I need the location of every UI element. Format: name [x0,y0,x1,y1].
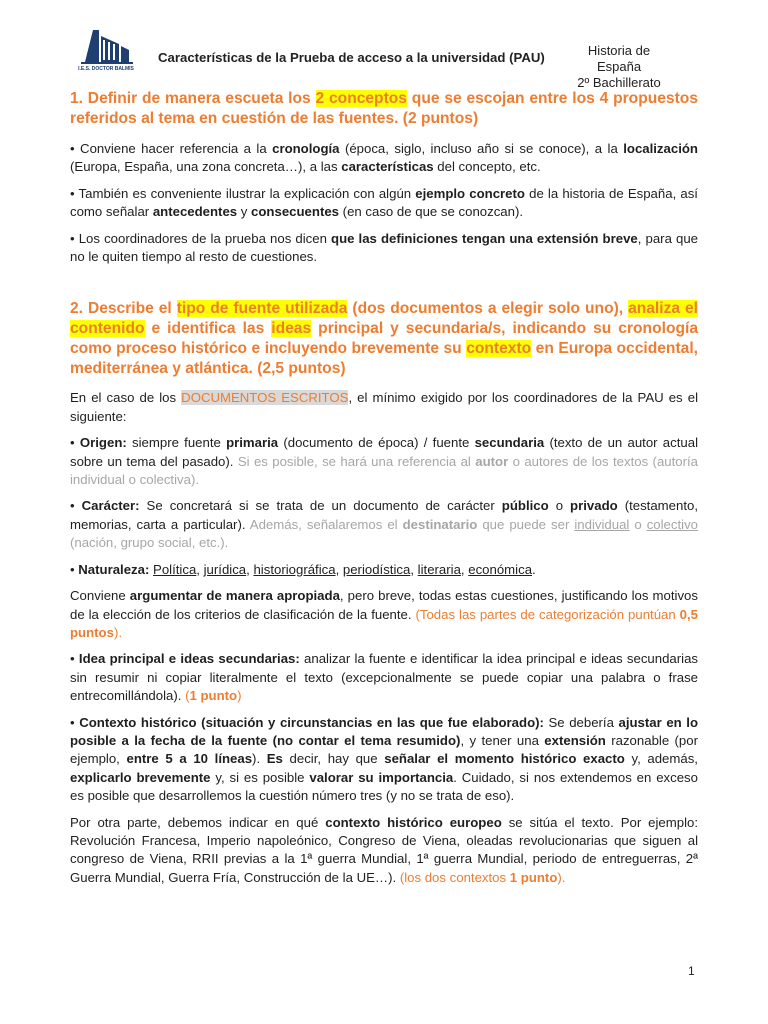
section-1-paragraph: • También es conveniente ilustrar la explicación con algún ejemplo concreto de la historia de España, así como señalar antecedentes y consecuentes (en caso de que se conozcan). [70,185,698,220]
school-logo [75,22,137,78]
section-1-heading: 1. Definir de manera escueta los 2 conceptos que se escojan entre los 4 propuestos referidos al tema en cuestión de las fuentes. (2 puntos) [70,90,698,127]
ideas-paragraph: • Idea principal e ideas secundarias: analizar la fuente e identificar la idea principal e ideas secundarias sin resumir ni copiar literalmente el texto (excepcionalmente se puede copiar una palabra o frase entrecomillándola). (1 punto) [70,651,699,704]
origin-paragraph: • Origen: siempre fuente primaria (documento de época) / fuente secundaria (texto de un autor actual sobre un tema del pasado). Si es posible, se hará una referencia al autor o autores de los textos (autoría individual o colectiva). [70,435,699,488]
document-body [70,89,698,895]
argument-paragraph: Conviene argumentar de manera apropiada, pero breve, todas estas cuestiones, justificando los motivos de la elección de los criterios de clasificación de la fuente. (Todas las partes de categorización puntúan 0,5 puntos). [70,588,698,640]
document-title: Características de la Prueba de acceso a la universidad (PAU) [158,50,545,65]
character-paragraph: • Carácter: Se concretará si se trata de un documento de carácter público o privado (testamento, memorias, carta a particular). Además, señalaremos el destinatario que puede ser individual o colectivo (nación, grupo social, etc.). [70,498,698,551]
subject-label [565,43,673,91]
subject-name: Historia de España [587,43,651,74]
section-2-paragraph: En el caso de los DOCUMENTOS ESCRITOS, el mínimo exigido por los coordinadores de la PAU es el siguiente: [70,390,698,424]
course-name: 2º Bachillerato [577,75,661,90]
section-1-paragraph: • Los coordinadores de la prueba nos dicen que las definiciones tengan una extensión breve, para que no le quiten tiempo al resto de cuestiones. [70,230,699,265]
logo-text: I.E.S. DOCTOR BALMIS [78,66,134,72]
context-paragraph: • Contexto histórico (situación y circunstancias en las que fue elaborado): Se debería ajustar en lo posible a la fecha de la fuente (no contar el tema resumido), y tener una extensión razonable (por ejemplo, entre 5 a 10 líneas). Es decir, hay que señalar el momento histórico exacto y, además, explicarlo brevemente y, si es posible valorar su importancia. Cuidado, si nos extendemos en exceso es posible que desarrollemos la cuestión número tres (y no se trata de eso). [70,714,699,804]
european-context-paragraph: Por otra parte, debemos indicar en qué contexto histórico europeo se sitúa el texto. Por ejemplo: Revolución Francesa, Imperio napoleónico, Congreso de Viena, oleadas revolucionarias que siguen al congreso de Viena, RRII previas a la 1ª guerra Mundial, 1ª guerra Mundial, periodo de entreguerras, 2ª Guerra Mundial, Guerra Fría, Construcción de la UE…). (los dos contextos 1 punto). [70,814,699,885]
nature-paragraph: • Naturaleza: Política, jurídica, historiográfica, periodística, literaria, económica. [70,561,536,577]
section-1-paragraph: • Conviene hacer referencia a la cronología (época, siglo, incluso año si se conoce), a la localización (Europa, España, una zona concreta…), a las características del concepto, etc. [70,141,698,175]
page-number: 1 [688,964,695,978]
section-2-heading: 2. Describe el tipo de fuente utilizada (dos documentos a elegir solo uno), analiza el contenido e identifica las ideas principal y secundaria/s, indicando su cronología como proceso histórico e incluyendo brevemente su contexto en Europa occidental, mediterránea y atlántica. (2,5 puntos) [70,300,699,378]
